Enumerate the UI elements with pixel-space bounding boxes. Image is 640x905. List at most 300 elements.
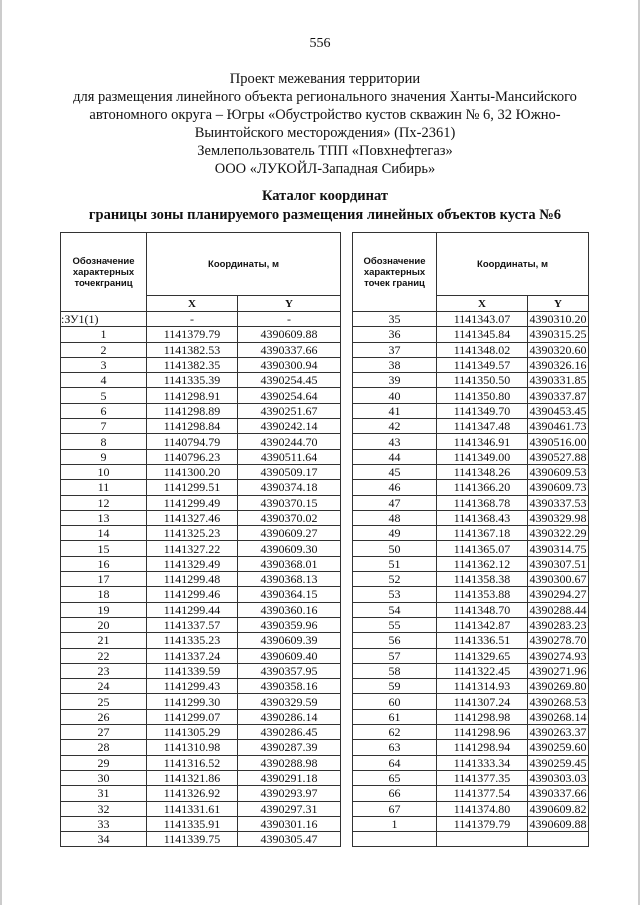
table-row bbox=[353, 373, 589, 388]
point-label: 66 bbox=[353, 786, 437, 801]
y-coordinate: 4390337.66 bbox=[238, 342, 341, 357]
table-row bbox=[353, 572, 589, 587]
table-row bbox=[61, 602, 341, 617]
x-coordinate: 1141298.84 bbox=[147, 419, 238, 434]
y-coordinate: 4390300.67 bbox=[529, 572, 587, 587]
x-coordinate: 1141326.92 bbox=[147, 786, 238, 801]
x-coordinate: 1141298.91 bbox=[147, 388, 238, 403]
point-label: 42 bbox=[353, 419, 437, 434]
point-label: 39 bbox=[353, 373, 437, 388]
header-line: Землепользователь ТПП «Повхнефтегаз» bbox=[197, 143, 453, 159]
point-label: 4 bbox=[61, 373, 147, 388]
point-label: 23 bbox=[61, 663, 147, 678]
table-row bbox=[61, 312, 341, 327]
y-coordinate: 4390254.64 bbox=[238, 388, 341, 403]
y-coordinate: 4390254.45 bbox=[238, 373, 341, 388]
table-row bbox=[61, 526, 341, 541]
table-row bbox=[353, 755, 589, 770]
column-header-coords: Координаты, м bbox=[437, 233, 589, 296]
y-coordinate: 4390609.73 bbox=[529, 480, 587, 495]
table-row bbox=[61, 449, 341, 464]
column-header-y: Y bbox=[238, 296, 341, 312]
table-row bbox=[353, 602, 589, 617]
document-header bbox=[60, 70, 590, 178]
x-coordinate: 1141379.79 bbox=[437, 816, 528, 831]
y-coordinate: 4390268.53 bbox=[529, 694, 587, 709]
x-coordinate: 1141382.53 bbox=[147, 342, 238, 357]
header-line: Выинтойского месторождения» (Пх-2361) bbox=[194, 125, 456, 141]
y-coordinate: 4390291.18 bbox=[238, 770, 341, 785]
table-row bbox=[353, 617, 589, 632]
y-coordinate: 4390511.64 bbox=[238, 449, 341, 464]
y-coordinate: 4390314.75 bbox=[529, 541, 587, 556]
point-label: 32 bbox=[61, 801, 147, 816]
point-label: 27 bbox=[61, 725, 147, 740]
table-row bbox=[61, 556, 341, 571]
table-row bbox=[61, 816, 341, 831]
y-coordinate: 4390609.82 bbox=[529, 801, 587, 816]
y-coordinate: 4390509.17 bbox=[238, 464, 341, 479]
page-number: 556 bbox=[309, 36, 331, 51]
y-coordinate: 4390303.03 bbox=[529, 771, 587, 786]
point-label: 8 bbox=[61, 434, 147, 449]
x-coordinate bbox=[437, 832, 528, 847]
point-label: :ЗУ1(1) bbox=[61, 312, 147, 327]
point-label: 44 bbox=[353, 449, 437, 464]
point-label: 5 bbox=[61, 388, 147, 403]
x-coordinate: 1141368.78 bbox=[437, 495, 528, 510]
table-row bbox=[61, 572, 341, 587]
y-coordinate: - bbox=[238, 312, 341, 327]
point-label: 54 bbox=[353, 602, 437, 617]
y-coordinate: 4390368.01 bbox=[238, 556, 341, 571]
table-row bbox=[353, 679, 589, 694]
y-coordinate: 4390305.47 bbox=[238, 832, 341, 847]
x-coordinate: 1141342.87 bbox=[437, 617, 528, 632]
x-coordinate: 1141350.80 bbox=[437, 388, 528, 403]
y-coordinate: 4390364.15 bbox=[238, 587, 341, 602]
point-label: 67 bbox=[353, 801, 437, 816]
point-label: 10 bbox=[61, 464, 147, 479]
y-coordinate: 4390331.85 bbox=[529, 373, 587, 388]
y-coordinate: 4390288.44 bbox=[529, 602, 587, 617]
y-coordinate: 4390527.88 bbox=[529, 449, 587, 464]
y-coordinate: 4390320.60 bbox=[529, 342, 587, 357]
point-label: 29 bbox=[61, 755, 147, 770]
point-label: 64 bbox=[353, 755, 437, 770]
point-label: 1 bbox=[61, 327, 147, 342]
table-row bbox=[353, 633, 589, 648]
x-coordinate: - bbox=[147, 312, 238, 327]
x-coordinate: 1141346.91 bbox=[437, 434, 528, 449]
point-label: 33 bbox=[61, 816, 147, 831]
y-coordinate: 4390368.13 bbox=[238, 572, 341, 587]
scan-edge-left bbox=[0, 0, 2, 905]
x-coordinate: 1141365.07 bbox=[437, 541, 528, 556]
y-coordinate: 4390326.16 bbox=[529, 358, 587, 373]
x-coordinate: 1141337.57 bbox=[147, 617, 238, 632]
x-coordinate: 1141377.35 bbox=[437, 770, 528, 785]
y-coordinate: 4390242.14 bbox=[238, 419, 341, 434]
point-label: 49 bbox=[353, 526, 437, 541]
point-label: 9 bbox=[61, 449, 147, 464]
point-label: 60 bbox=[353, 694, 437, 709]
x-coordinate: 1141299.07 bbox=[147, 709, 238, 724]
x-coordinate: 1141377.54 bbox=[437, 786, 528, 801]
table-row bbox=[61, 327, 341, 342]
table-row bbox=[353, 357, 589, 372]
point-label: 2 bbox=[61, 342, 147, 357]
x-coordinate: 1141333.34 bbox=[437, 755, 528, 770]
y-coordinate: 4390310.20 bbox=[529, 312, 587, 327]
point-label: 30 bbox=[61, 770, 147, 785]
x-coordinate: 1141331.61 bbox=[147, 801, 238, 816]
table-row bbox=[353, 403, 589, 418]
y-coordinate bbox=[528, 832, 589, 847]
point-label: 17 bbox=[61, 572, 147, 587]
column-header-point: Обозначение характерных точекграниц bbox=[61, 233, 147, 312]
header-line: Проект межевания территории bbox=[229, 71, 421, 87]
header-line: автономного округа – Югры «Обустройство кустов скважин № 6, 32 Южно- bbox=[89, 107, 561, 123]
x-coordinate: 1141329.49 bbox=[147, 556, 238, 571]
column-header-x: X bbox=[437, 296, 528, 312]
x-coordinate: 1141307.24 bbox=[437, 694, 528, 709]
y-coordinate: 4390278.70 bbox=[529, 633, 587, 648]
point-label: 25 bbox=[61, 694, 147, 709]
table-row bbox=[61, 832, 341, 847]
y-coordinate: 4390259.60 bbox=[529, 740, 587, 755]
y-coordinate: 4390293.97 bbox=[238, 786, 341, 801]
point-label: 20 bbox=[61, 617, 147, 632]
point-label: 51 bbox=[353, 556, 437, 571]
table-row bbox=[353, 740, 589, 755]
point-label: 7 bbox=[61, 419, 147, 434]
x-coordinate: 1141353.88 bbox=[437, 587, 528, 602]
x-coordinate: 1141339.59 bbox=[147, 663, 238, 678]
table-row bbox=[61, 587, 341, 602]
point-label: 12 bbox=[61, 495, 147, 510]
y-coordinate: 4390609.27 bbox=[238, 526, 341, 541]
table-row bbox=[353, 801, 589, 816]
x-coordinate: 1140794.79 bbox=[147, 434, 238, 449]
y-coordinate: 4390288.98 bbox=[238, 755, 341, 770]
x-coordinate: 1141339.75 bbox=[147, 832, 238, 847]
table-row bbox=[61, 633, 341, 648]
table-row bbox=[61, 357, 341, 372]
x-coordinate: 1141335.23 bbox=[147, 633, 238, 648]
y-coordinate: 4390358.16 bbox=[238, 679, 341, 694]
table-row bbox=[353, 464, 589, 479]
x-coordinate: 1141327.22 bbox=[147, 541, 238, 556]
x-coordinate: 1141299.44 bbox=[147, 602, 238, 617]
y-coordinate: 4390370.15 bbox=[238, 495, 341, 510]
y-coordinate: 4390269.80 bbox=[529, 679, 587, 694]
point-label: 15 bbox=[61, 541, 147, 556]
catalog-heading bbox=[40, 187, 610, 225]
point-label: 22 bbox=[61, 648, 147, 663]
y-coordinate: 4390337.87 bbox=[529, 388, 587, 403]
point-label: 38 bbox=[353, 357, 437, 372]
x-coordinate: 1141362.12 bbox=[437, 556, 528, 571]
x-coordinate: 1141316.52 bbox=[147, 755, 238, 770]
table-row bbox=[61, 663, 341, 678]
point-label: 52 bbox=[353, 572, 437, 587]
point-label: 37 bbox=[353, 342, 437, 357]
column-header-coords: Координаты, м bbox=[147, 233, 341, 296]
coordinates-table-left bbox=[60, 232, 341, 847]
x-coordinate: 1141310.98 bbox=[147, 740, 238, 755]
table-row bbox=[61, 801, 341, 816]
point-label: 59 bbox=[353, 679, 437, 694]
y-coordinate: 4390286.45 bbox=[238, 725, 341, 740]
y-coordinate: 4390271.96 bbox=[529, 663, 587, 678]
point-label: 11 bbox=[61, 480, 147, 495]
x-coordinate: 1141299.49 bbox=[147, 495, 238, 510]
point-label: 34 bbox=[61, 832, 147, 847]
point-label: 58 bbox=[353, 663, 437, 678]
point-label: 62 bbox=[353, 725, 437, 740]
x-coordinate: 1141336.51 bbox=[437, 633, 528, 648]
y-coordinate: 4390516.00 bbox=[529, 434, 587, 449]
table-row bbox=[61, 725, 341, 740]
table-row bbox=[61, 709, 341, 724]
y-coordinate: 4390360.16 bbox=[238, 602, 341, 617]
x-coordinate: 1141298.89 bbox=[147, 403, 238, 418]
y-coordinate: 4390268.14 bbox=[529, 709, 587, 724]
x-coordinate: 1141298.98 bbox=[437, 709, 528, 724]
y-coordinate: 4390609.53 bbox=[529, 465, 587, 480]
x-coordinate: 1140796.23 bbox=[147, 449, 238, 464]
table-row bbox=[61, 617, 341, 632]
table-row bbox=[353, 786, 589, 801]
table-row bbox=[353, 694, 589, 709]
table-row bbox=[61, 510, 341, 525]
table-row bbox=[353, 312, 589, 327]
x-coordinate: 1141368.43 bbox=[437, 510, 528, 525]
x-coordinate: 1141348.70 bbox=[437, 602, 528, 617]
table-row bbox=[353, 663, 589, 678]
y-coordinate: 4390286.14 bbox=[238, 709, 341, 724]
table-row bbox=[353, 480, 589, 495]
x-coordinate: 1141299.48 bbox=[147, 572, 238, 587]
x-coordinate: 1141299.46 bbox=[147, 587, 238, 602]
x-coordinate: 1141349.57 bbox=[437, 357, 528, 372]
point-label: 55 bbox=[353, 617, 437, 632]
point-label: 18 bbox=[61, 587, 147, 602]
table-row bbox=[353, 556, 589, 571]
y-coordinate: 4390329.59 bbox=[238, 694, 341, 709]
x-coordinate: 1141298.96 bbox=[437, 725, 528, 740]
x-coordinate: 1141343.07 bbox=[437, 312, 528, 327]
x-coordinate: 1141367.18 bbox=[437, 526, 528, 541]
x-coordinate: 1141299.43 bbox=[147, 679, 238, 694]
y-coordinate: 4390283.23 bbox=[529, 618, 587, 633]
point-label: 65 bbox=[353, 770, 437, 785]
point-label: 31 bbox=[61, 786, 147, 801]
y-coordinate: 4390374.18 bbox=[238, 480, 341, 495]
x-coordinate: 1141374.80 bbox=[437, 801, 528, 816]
table-row bbox=[353, 495, 589, 510]
x-coordinate: 1141348.02 bbox=[437, 342, 528, 357]
table-row bbox=[61, 679, 341, 694]
table-row bbox=[353, 419, 589, 434]
y-coordinate: 4390274.93 bbox=[529, 648, 587, 663]
point-label: 43 bbox=[353, 434, 437, 449]
table-row bbox=[61, 755, 341, 770]
point-label: 48 bbox=[353, 510, 437, 525]
table-row bbox=[353, 434, 589, 449]
x-coordinate: 1141347.48 bbox=[437, 419, 528, 434]
table-row bbox=[61, 495, 341, 510]
point-label: 19 bbox=[61, 602, 147, 617]
x-coordinate: 1141379.79 bbox=[147, 327, 238, 342]
y-coordinate: 4390297.31 bbox=[238, 801, 341, 816]
table-row bbox=[61, 373, 341, 388]
y-coordinate: 4390359.96 bbox=[238, 617, 341, 632]
table-row bbox=[353, 725, 589, 740]
table-row bbox=[353, 526, 589, 541]
column-header-y: Y bbox=[528, 296, 589, 312]
y-coordinate: 4390322.29 bbox=[529, 526, 587, 541]
table-row bbox=[353, 648, 589, 663]
coordinates-table-right bbox=[352, 232, 589, 847]
table-row bbox=[353, 816, 589, 831]
y-coordinate: 4390461.73 bbox=[529, 419, 587, 434]
x-coordinate: 1141335.91 bbox=[147, 816, 238, 831]
table-row bbox=[353, 770, 589, 785]
y-coordinate: 4390294.27 bbox=[529, 587, 587, 602]
y-coordinate: 4390453.45 bbox=[529, 403, 587, 418]
catalog-subtitle: границы зоны планируемого размещения линейных объектов куста №6 bbox=[88, 207, 562, 223]
point-label: 3 bbox=[61, 357, 147, 372]
table-row bbox=[61, 648, 341, 663]
point-label: 56 bbox=[353, 633, 437, 648]
x-coordinate: 1141349.70 bbox=[437, 403, 528, 418]
y-coordinate: 4390357.95 bbox=[238, 663, 341, 678]
table-row bbox=[353, 510, 589, 525]
point-label: 13 bbox=[61, 510, 147, 525]
table-row bbox=[61, 403, 341, 418]
x-coordinate: 1141321.86 bbox=[147, 770, 238, 785]
y-coordinate: 4390609.39 bbox=[238, 633, 341, 648]
table-row bbox=[353, 709, 589, 724]
point-label: 26 bbox=[61, 709, 147, 724]
x-coordinate: 1141349.00 bbox=[437, 449, 528, 464]
x-coordinate: 1141345.84 bbox=[437, 327, 528, 342]
point-label: 45 bbox=[353, 464, 437, 479]
y-coordinate: 4390609.88 bbox=[238, 327, 341, 342]
column-header-x: X bbox=[147, 296, 238, 312]
point-label: 46 bbox=[353, 480, 437, 495]
table-row bbox=[353, 342, 589, 357]
x-coordinate: 1141366.20 bbox=[437, 480, 528, 495]
x-coordinate: 1141329.65 bbox=[437, 648, 528, 663]
point-label: 35 bbox=[353, 312, 437, 327]
point-label: 53 bbox=[353, 587, 437, 602]
point-label: 14 bbox=[61, 526, 147, 541]
table-row bbox=[353, 832, 589, 847]
table-row bbox=[61, 388, 341, 403]
table-row bbox=[353, 587, 589, 602]
header-line: ООО «ЛУКОЙЛ-Западная Сибирь» bbox=[214, 161, 436, 177]
x-coordinate: 1141350.50 bbox=[437, 373, 528, 388]
point-label: 63 bbox=[353, 740, 437, 755]
table-row bbox=[61, 342, 341, 357]
header-line: для размещения линейного объекта регионального значения Ханты-Мансийского bbox=[73, 89, 577, 105]
y-coordinate: 4390609.40 bbox=[238, 648, 341, 663]
table-row bbox=[353, 541, 589, 556]
table-row bbox=[61, 786, 341, 801]
y-coordinate: 4390315.25 bbox=[529, 327, 587, 342]
point-label: 24 bbox=[61, 679, 147, 694]
table-row bbox=[353, 388, 589, 403]
y-coordinate: 4390307.51 bbox=[529, 556, 587, 571]
y-coordinate: 4390329.98 bbox=[529, 511, 587, 525]
x-coordinate: 1141314.93 bbox=[437, 679, 528, 694]
y-coordinate: 4390337.66 bbox=[529, 786, 587, 801]
y-coordinate: 4390609.88 bbox=[529, 816, 587, 831]
point-label: 21 bbox=[61, 633, 147, 648]
point-label: 28 bbox=[61, 740, 147, 755]
point-label: 16 bbox=[61, 556, 147, 571]
x-coordinate: 1141325.23 bbox=[147, 526, 238, 541]
table-row bbox=[61, 464, 341, 479]
table-row bbox=[61, 694, 341, 709]
x-coordinate: 1141337.24 bbox=[147, 648, 238, 663]
x-coordinate: 1141298.94 bbox=[437, 740, 528, 755]
y-coordinate: 4390370.02 bbox=[238, 510, 341, 525]
table-row bbox=[353, 327, 589, 342]
point-label: 41 bbox=[353, 403, 437, 418]
point-label: 50 bbox=[353, 541, 437, 556]
table-row bbox=[61, 740, 341, 755]
table-row bbox=[61, 480, 341, 495]
x-coordinate: 1141335.39 bbox=[147, 373, 238, 388]
x-coordinate: 1141299.51 bbox=[147, 480, 238, 495]
x-coordinate: 1141348.26 bbox=[437, 464, 528, 479]
y-coordinate: 4390609.30 bbox=[238, 541, 341, 556]
table-row bbox=[61, 434, 341, 449]
y-coordinate: 4390251.67 bbox=[238, 403, 341, 418]
table-row bbox=[61, 541, 341, 556]
x-coordinate: 1141382.35 bbox=[147, 357, 238, 372]
table-row bbox=[61, 419, 341, 434]
x-coordinate: 1141322.45 bbox=[437, 663, 528, 678]
column-header-point: Обозначение характерных точек границ bbox=[353, 233, 437, 312]
point-label: 36 bbox=[353, 327, 437, 342]
table-row bbox=[61, 770, 341, 785]
y-coordinate: 4390301.16 bbox=[238, 816, 341, 831]
point-label: 1 bbox=[353, 816, 437, 831]
x-coordinate: 1141300.20 bbox=[147, 464, 238, 479]
point-label: 40 bbox=[353, 388, 437, 403]
catalog-title: Каталог координат bbox=[261, 188, 389, 204]
point-label: 6 bbox=[61, 403, 147, 418]
y-coordinate: 4390259.45 bbox=[529, 755, 587, 770]
table-row bbox=[353, 449, 589, 464]
point-label: 47 bbox=[353, 495, 437, 510]
point-label: 57 bbox=[353, 648, 437, 663]
point-label: 61 bbox=[353, 709, 437, 724]
y-coordinate: 4390287.39 bbox=[238, 740, 341, 755]
x-coordinate: 1141299.30 bbox=[147, 694, 238, 709]
y-coordinate: 4390263.37 bbox=[529, 725, 587, 740]
x-coordinate: 1141327.46 bbox=[147, 510, 238, 525]
y-coordinate: 4390244.70 bbox=[238, 434, 341, 449]
y-coordinate: 4390337.53 bbox=[529, 495, 587, 510]
x-coordinate: 1141358.38 bbox=[437, 572, 528, 587]
x-coordinate: 1141305.29 bbox=[147, 725, 238, 740]
